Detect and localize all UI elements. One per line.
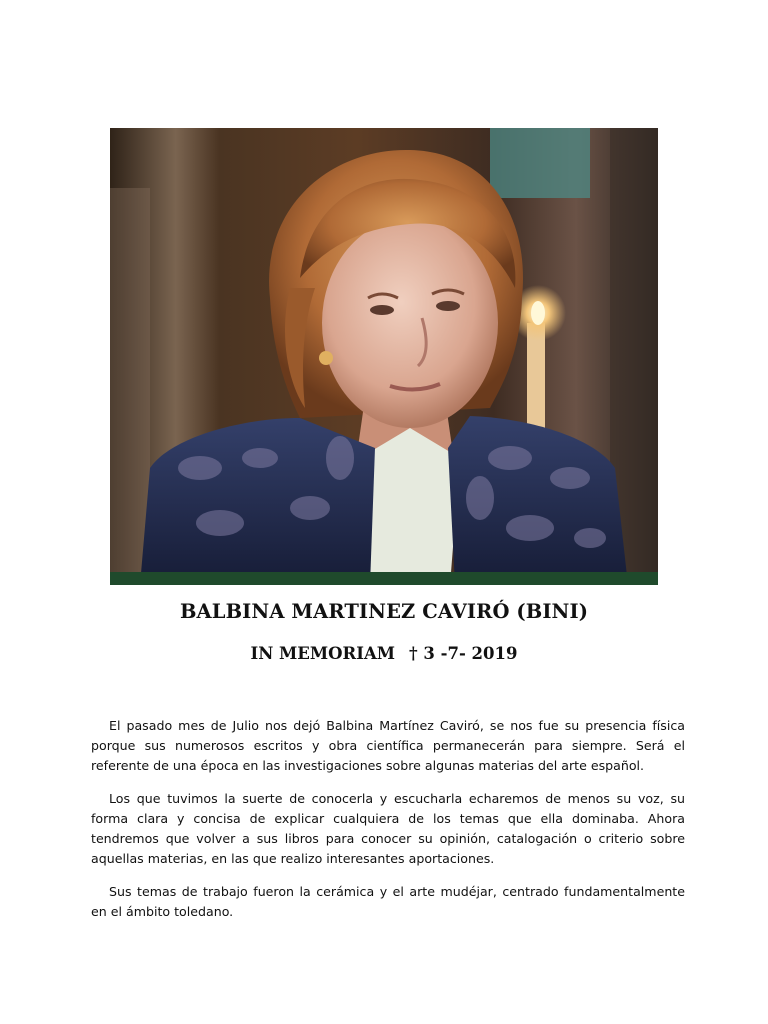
memoriam-line [0, 644, 768, 663]
portrait-photo [110, 128, 658, 585]
memoriam-label: IN MEMORIAM [250, 644, 396, 663]
paragraph-2: Los que tuvimos la suerte de conocerla y escucharla echaremos de menos su voz, su forma clara y concisa de explicar cualquiera de los temas que ella dominaba. Ahora tendremos que volver a sus libros para conocer su opinión, catalogación o criterio sobre aquellas materias, en las que realizo interesantes aportaciones. [91, 791, 685, 866]
document-title: BALBINA MARTINEZ CAVIRÓ (BINI) [179, 600, 589, 623]
memoriam-date: † 3 -7- 2019 [409, 644, 518, 663]
paragraph-3: Sus temas de trabajo fueron la cerámica y el arte mudéjar, centrado fundamentalmente en el ámbito toledano. [91, 884, 685, 919]
portrait-illustration [110, 128, 658, 585]
paragraph-1: El pasado mes de Julio nos dejó Balbina Martínez Caviró, se nos fue su presencia física porque sus numerosos escritos y obra científica permanecerán para siempre. Será el referente de una época en las investigaciones sobre algunas materias del arte español. [91, 718, 685, 773]
body-text [91, 716, 685, 935]
